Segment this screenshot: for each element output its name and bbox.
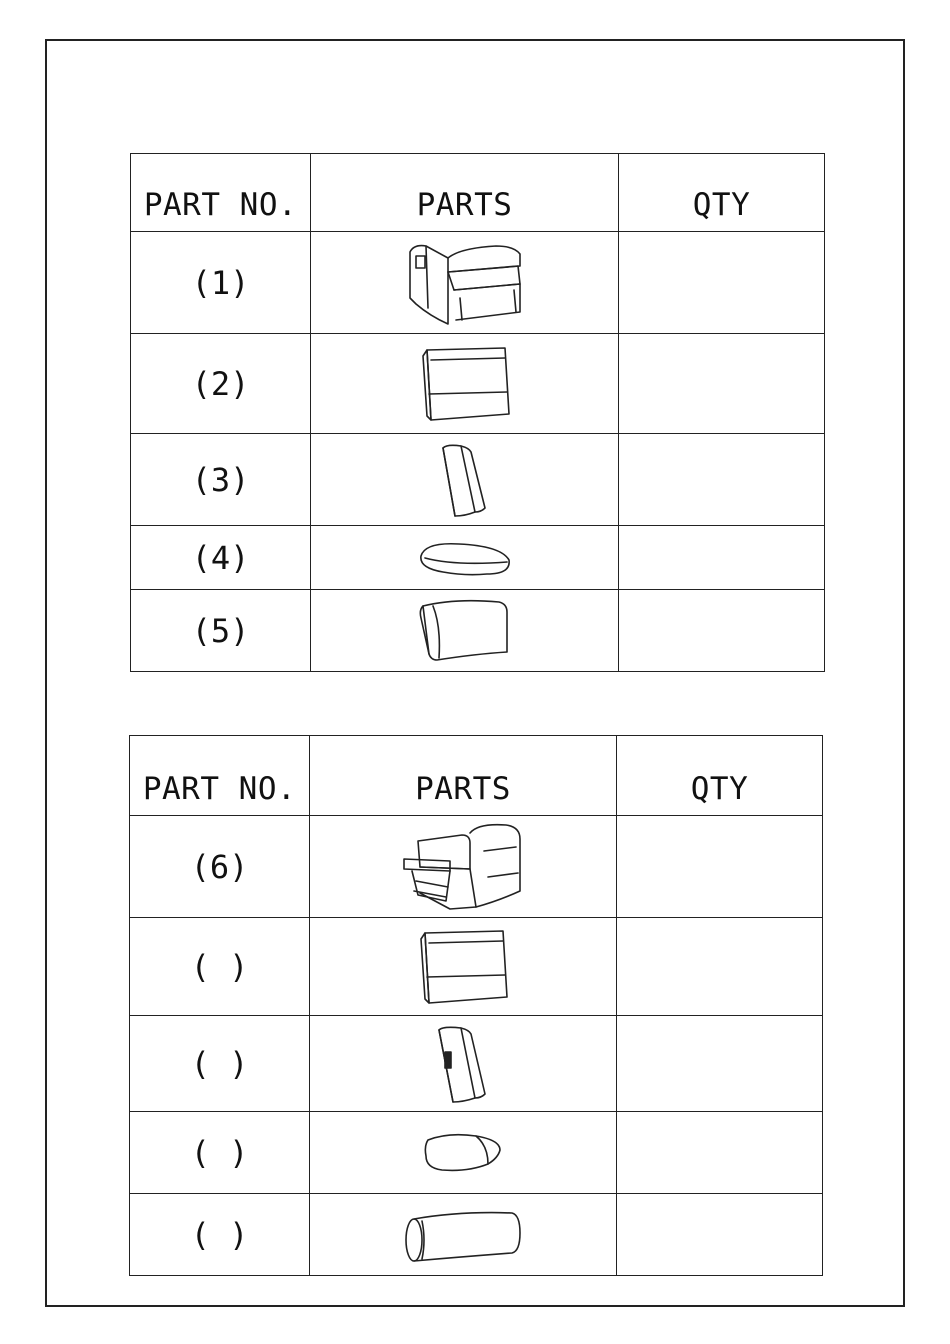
part-image-cell [311, 526, 619, 590]
qty-cell[interactable] [617, 816, 823, 918]
recliner-chair-icon [400, 238, 530, 328]
qty-header: QTY [619, 154, 825, 232]
back-cushion-icon [415, 344, 515, 424]
part-no-header: PART NO. [130, 736, 310, 816]
table-row [131, 590, 825, 672]
part-no-cell: ( ) [130, 1194, 310, 1276]
parts-header: PARTS [311, 154, 619, 232]
part-image-cell [311, 232, 619, 334]
table-header-row [130, 736, 823, 816]
part-no-cell: ( ) [130, 1016, 310, 1112]
part-image-cell [310, 1112, 617, 1194]
part-image-cell [311, 590, 619, 672]
qty-cell[interactable] [619, 590, 825, 672]
table-row [130, 816, 823, 918]
headrest-pillow-icon [415, 596, 515, 666]
parts-table-2 [129, 735, 823, 1276]
part-no-header: PART NO. [131, 154, 311, 232]
part-image-cell [310, 1194, 617, 1276]
part-no-cell: ( ) [130, 918, 310, 1016]
part-no-cell: (1) [131, 232, 311, 334]
qty-cell[interactable] [619, 434, 825, 526]
table-row [130, 1016, 823, 1112]
qty-header: QTY [617, 736, 823, 816]
part-no-cell: (2) [131, 334, 311, 434]
qty-cell[interactable] [619, 526, 825, 590]
table-row [130, 1194, 823, 1276]
parts-header: PARTS [310, 736, 617, 816]
part-image-cell [310, 816, 617, 918]
parts-table-1 [130, 153, 825, 672]
armrest-pad-with-control-icon [431, 1022, 495, 1106]
table-row [131, 232, 825, 334]
power-recliner-chair-icon [398, 821, 528, 913]
table-row [131, 434, 825, 526]
qty-cell[interactable] [617, 1194, 823, 1276]
table-row [131, 526, 825, 590]
part-image-cell [311, 434, 619, 526]
qty-cell[interactable] [619, 334, 825, 434]
part-image-cell [311, 334, 619, 434]
seat-cushion-icon [415, 536, 515, 580]
part-no-cell: (5) [131, 590, 311, 672]
table-row [131, 334, 825, 434]
qty-cell[interactable] [619, 232, 825, 334]
bolster-pillow-icon [400, 1205, 526, 1265]
part-no-cell: (6) [130, 816, 310, 918]
table-header-row [131, 154, 825, 232]
back-cushion-icon [413, 927, 513, 1007]
table-row [130, 1112, 823, 1194]
qty-cell[interactable] [617, 918, 823, 1016]
armrest-pad-icon [435, 440, 495, 520]
table-row [130, 918, 823, 1016]
part-image-cell [310, 918, 617, 1016]
qty-cell[interactable] [617, 1112, 823, 1194]
part-no-cell: (3) [131, 434, 311, 526]
qty-cell[interactable] [617, 1016, 823, 1112]
seat-cushion-icon [418, 1128, 508, 1178]
part-image-cell [310, 1016, 617, 1112]
part-no-cell: (4) [131, 526, 311, 590]
part-no-cell: ( ) [130, 1112, 310, 1194]
